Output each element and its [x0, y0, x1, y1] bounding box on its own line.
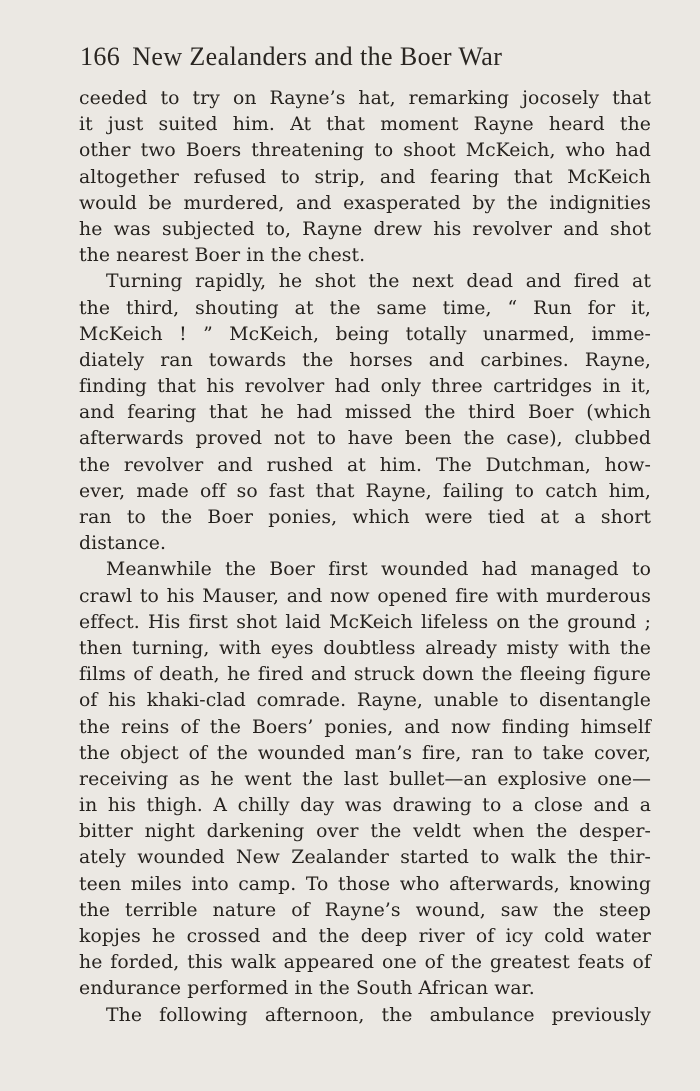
text-line: bitter night darkening over the veldt when the desper-: [79, 821, 651, 843]
text-line: ran to the Boer ponies, which were tied at a short: [79, 507, 651, 528]
text-line: Meanwhile the Boer first wounded had managed to: [106, 559, 651, 581]
text-line: the revolver and rushed at him. The Dutchman, how-: [79, 454, 651, 476]
text-line: The following afternoon, the ambulance previously: [106, 1004, 651, 1026]
text-line: would be murdered, and exasperated by the indignities: [79, 192, 651, 214]
text-line: of his khaki-clad comrade. Rayne, unable to disentangle: [79, 690, 651, 712]
text-line: kopjes he crossed and the deep river of icy cold water: [79, 926, 651, 947]
text-line: the third, shouting at the same time, “ Run for it,: [79, 297, 651, 319]
text-line: films of death, he fired and struck down the fleeing figure: [79, 664, 651, 686]
text-line: ever, made off so fast that Rayne, failing to catch him,: [79, 480, 651, 502]
text-line: effect. His first shot laid McKeich lifeless on the ground ;: [79, 611, 651, 633]
text-line: distance.: [79, 533, 167, 555]
text-line: the terrible nature of Rayne’s wound, saw the steep: [79, 899, 651, 921]
text-line: Turning rapidly, he shot the next dead and fired at: [106, 271, 651, 293]
text-line: ately wounded New Zealander started to walk the thir-: [79, 847, 651, 869]
text-line: ceeded to try on Rayne’s hat, remarking jocosely that: [79, 88, 651, 109]
text-line: the nearest Boer in the chest.: [79, 245, 366, 267]
book-title: New Zealanders and the Boer War: [132, 42, 503, 71]
text-line: receiving as he went the last bullet—an explosive one—: [79, 768, 651, 790]
text-line: McKeich ! ” McKeich, being totally unarmed, imme-: [79, 323, 651, 345]
text-line: the reins of the Boers’ ponies, and now finding himself: [79, 716, 651, 738]
text-line: diately ran towards the horses and carbines. Rayne,: [79, 349, 651, 371]
body-text: [79, 86, 651, 1029]
text-line: he forded, this walk appeared one of the greatest feats of: [79, 952, 651, 974]
text-line: he was subjected to, Rayne drew his revolver and shot: [79, 218, 651, 240]
text-line: altogether refused to strip, and fearing that McKeich: [79, 166, 651, 188]
text-line: then turning, with eyes doubtless already misty with the: [79, 637, 651, 659]
page-number: 166: [80, 42, 121, 71]
text-line: finding that his revolver had only three cartridges in it,: [79, 376, 651, 398]
text-line: crawl to his Mauser, and now opened fire with murderous: [79, 585, 651, 607]
running-header: [80, 40, 650, 74]
text-line: and fearing that he had missed the third Boer (which: [79, 402, 651, 424]
text-line: in his thigh. A chilly day was drawing to a close and a: [79, 795, 651, 817]
text-line: endurance performed in the South African war.: [79, 978, 535, 1000]
text-line: other two Boers threatening to shoot McKeich, who had: [79, 140, 651, 162]
text-line: the object of the wounded man’s fire, ran to take cover,: [79, 742, 651, 764]
text-line: it just suited him. At that moment Rayne heard the: [79, 114, 651, 136]
text-line: afterwards proved not to have been the case), clubbed: [79, 428, 651, 450]
text-line: teen miles into camp. To those who afterwards, knowing: [79, 873, 651, 895]
